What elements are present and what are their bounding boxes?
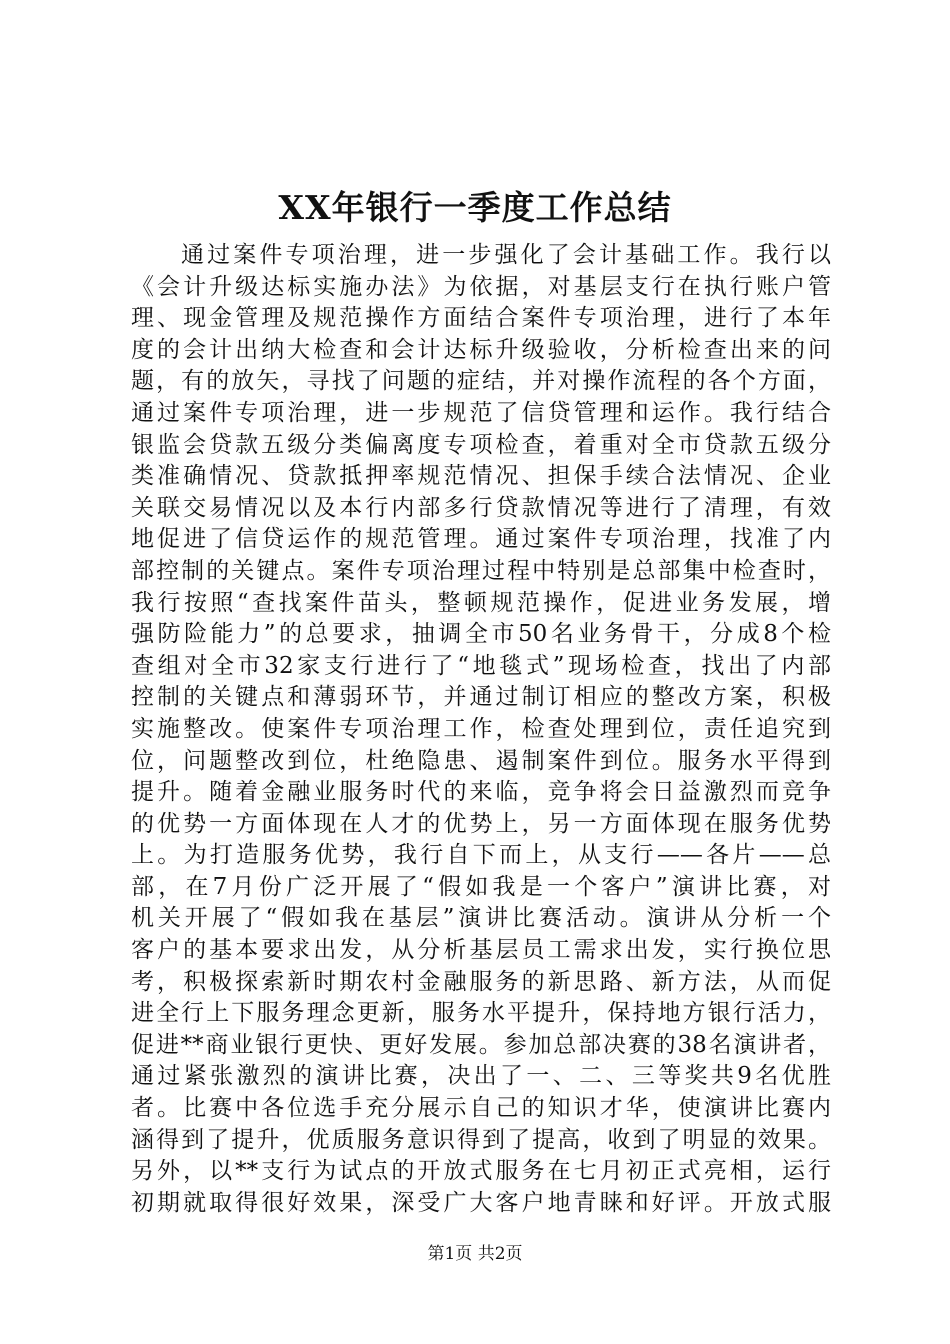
- body-line: 题，有的放矢，寻找了问题的症结，并对操作流程的各个方面，: [131, 368, 831, 395]
- body-line: 银监会贷款五级分类偏离度专项检查，着重对全市贷款五级分: [131, 431, 831, 458]
- body-line: 通过紧张激烈的演讲比赛，决出了一、二、三等奖共9名优胜: [131, 1063, 831, 1090]
- body-line: 通过案件专项治理，进一步规范了信贷管理和运作。我行结合: [131, 399, 831, 426]
- body-line: 通过案件专项治理，进一步强化了会计基础工作。我行以: [181, 242, 831, 268]
- body-line: 我行按照“查找案件苗头，整顿规范操作，促进业务发展，增: [131, 589, 831, 616]
- page-number-footer: 第1页 共2页: [427, 1244, 523, 1264]
- body-line: 部，在7月份广泛开展了“假如我是一个客户”演讲比赛，对: [131, 873, 831, 900]
- body-line: 类准确情况、贷款抵押率规范情况、担保手续合法情况、企业: [131, 463, 831, 490]
- document-body: [131, 240, 831, 1219]
- body-line: 进全行上下服务理念更新，服务水平提升，保持地方银行活力，: [131, 1000, 831, 1027]
- body-line: 强防险能力”的总要求，抽调全市50名业务骨干，分成8个检: [131, 621, 831, 648]
- body-line: 初期就取得很好效果，深受广大客户地青睐和好评。开放式服: [131, 1189, 831, 1216]
- body-line: 促进**商业银行更快、更好发展。参加总部决赛的38名演讲者，: [131, 1031, 831, 1058]
- body-line: 实施整改。使案件专项治理工作，检查处理到位，责任追究到: [131, 715, 831, 742]
- body-line: 关联交易情况以及本行内部多行贷款情况等进行了清理，有效: [131, 494, 831, 521]
- body-line: 理、现金管理及规范操作方面结合案件专项治理，进行了本年: [131, 305, 831, 332]
- body-line: 另外，以**支行为试点的开放式服务在七月初正式亮相，运行: [131, 1158, 831, 1185]
- body-line: 地促进了信贷运作的规范管理。通过案件专项治理，找准了内: [131, 526, 831, 553]
- body-line: 位，问题整改到位，杜绝隐患、遏制案件到位。服务水平得到: [131, 747, 831, 774]
- body-line: 的优势一方面体现在人才的优势上，另一方面体现在服务优势: [131, 810, 831, 837]
- body-line: 涵得到了提升，优质服务意识得到了提高，收到了明显的效果。: [131, 1126, 831, 1153]
- body-line: 提升。随着金融业服务时代的来临，竞争将会日益激烈而竞争: [131, 779, 831, 806]
- body-line: 机关开展了“假如我在基层”演讲比赛活动。演讲从分析一个: [131, 905, 831, 932]
- body-line: 考，积极探索新时期农村金融服务的新思路、新方法，从而促: [131, 968, 831, 995]
- body-line: 《会计升级达标实施办法》为依据，对基层支行在执行账户管: [131, 273, 831, 300]
- body-line: 客户的基本要求出发，从分析基层员工需求出发，实行换位思: [131, 937, 831, 964]
- body-line: 者。比赛中各位选手充分展示自己的知识才华，使演讲比赛内: [131, 1095, 831, 1122]
- body-line: 度的会计出纳大检查和会计达标升级验收，分析检查出来的问: [131, 336, 831, 363]
- body-line: 部控制的关键点。案件专项治理过程中特别是总部集中检查时，: [131, 557, 831, 584]
- body-line: 上。为打造服务优势，我行自下而上，从支行——各片——总: [131, 842, 831, 869]
- document-title: XX年银行一季度工作总结: [278, 188, 672, 227]
- body-line: 查组对全市32家支行进行了“地毯式”现场检查，找出了内部: [131, 652, 831, 679]
- body-line: 控制的关键点和薄弱环节，并通过制订相应的整改方案，积极: [131, 684, 831, 711]
